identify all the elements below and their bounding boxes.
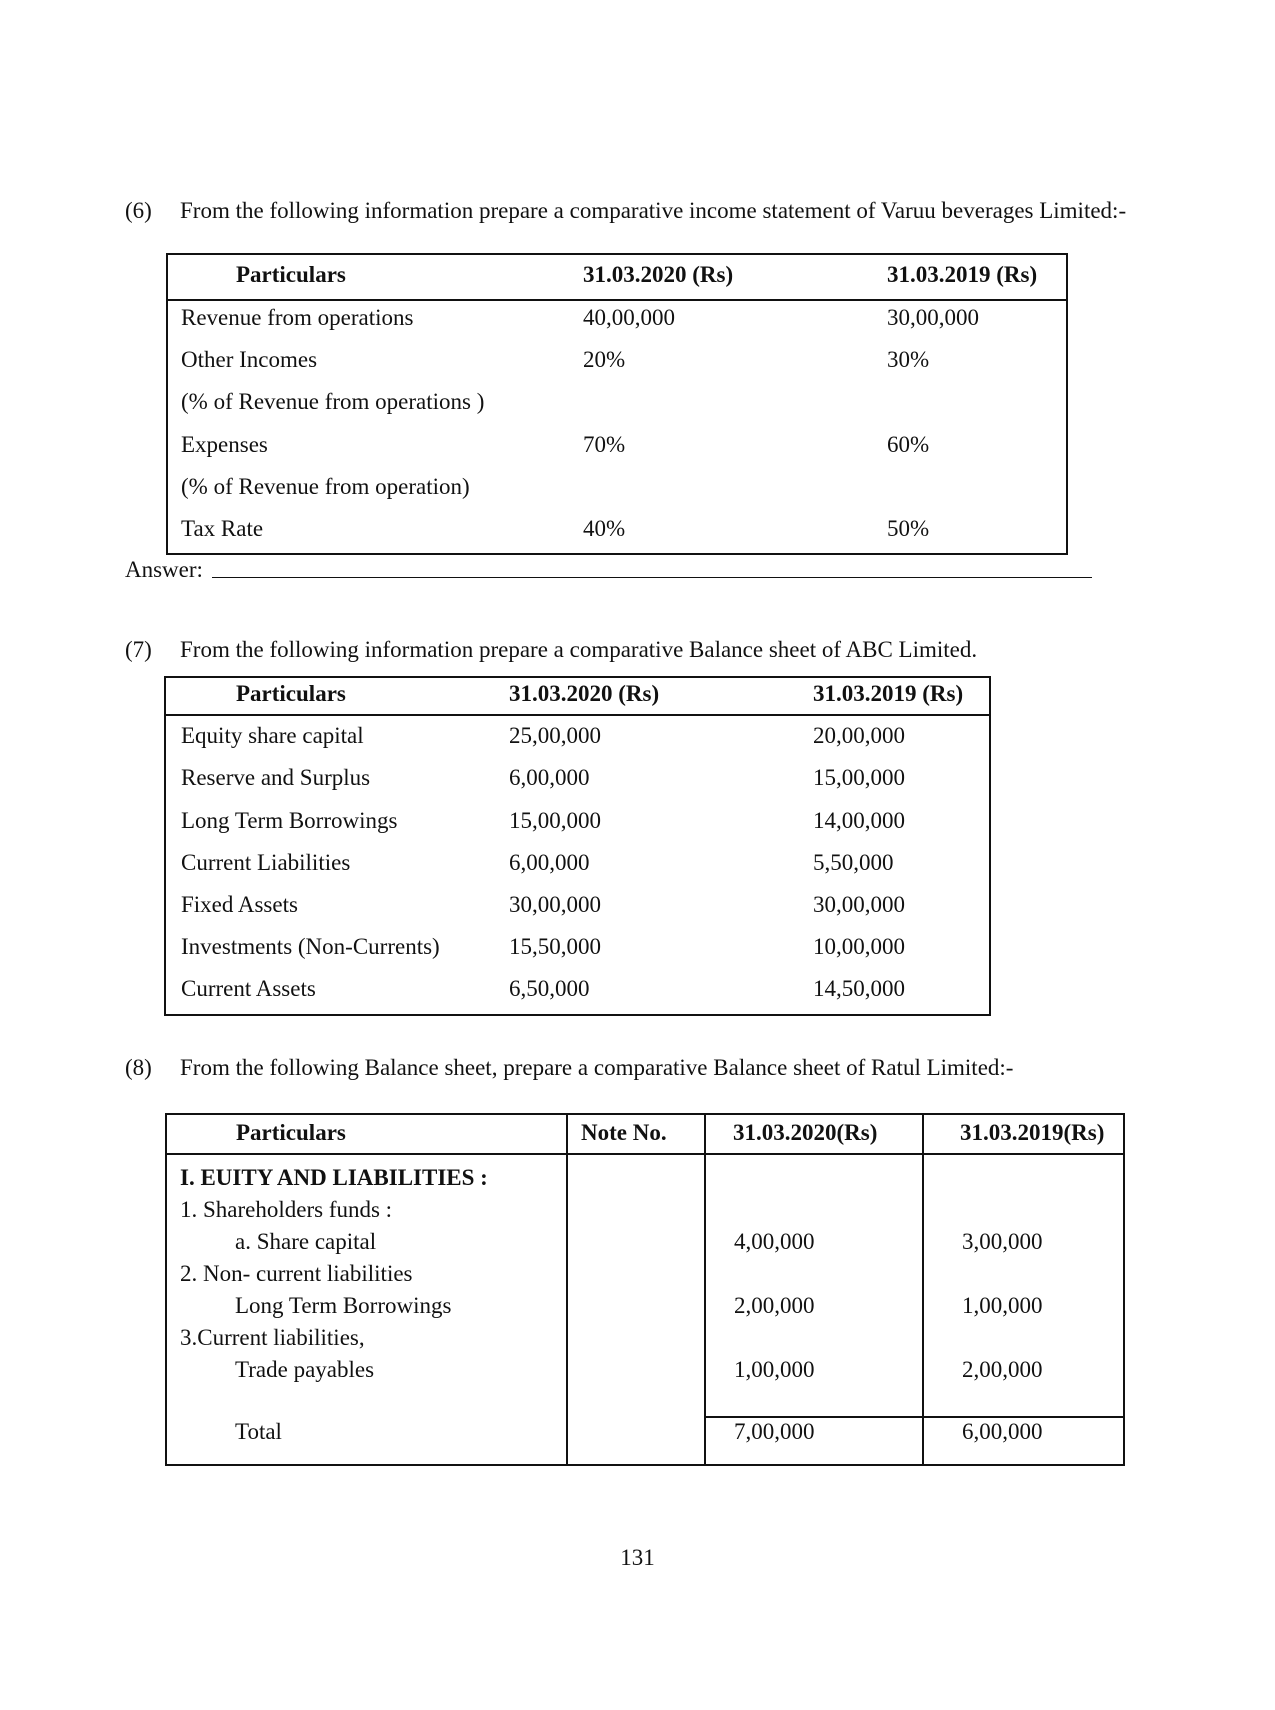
row-value-2019: 30,00,000 (813, 892, 905, 917)
row-value-2019: 20,00,000 (813, 723, 905, 748)
question-8 (125, 1055, 1013, 1081)
answer-line (125, 557, 203, 583)
header-2020: 31.03.2020 (Rs) (509, 681, 660, 706)
table-header (167, 1115, 1123, 1155)
row-label: Tax Rate (181, 516, 264, 541)
row-label: Reserve and Surplus (181, 765, 371, 790)
question-number: (7) (125, 637, 152, 662)
header-particulars: Particulars (236, 1120, 346, 1145)
table-header (166, 678, 989, 716)
header-2020: 31.03.2020(Rs) (733, 1120, 878, 1145)
row-label: Expenses (181, 432, 268, 457)
trade-payables-2020: 1,00,000 (734, 1357, 815, 1382)
row-label: (% of Revenue from operations ) (181, 389, 485, 414)
row-label: Equity share capital (181, 723, 364, 748)
line-trade-payables: Trade payables (235, 1357, 375, 1382)
total-2019: 6,00,000 (962, 1419, 1043, 1444)
header-2019: 31.03.2019 (Rs) (813, 681, 964, 706)
answer-label: Answer: (125, 557, 203, 582)
row-value-2020: 6,50,000 (509, 976, 590, 1001)
trade-payables-2019: 2,00,000 (962, 1357, 1043, 1382)
row-label: Current Assets (181, 976, 316, 1001)
header-particulars: Particulars (236, 681, 346, 706)
header-particulars: Particulars (236, 262, 346, 287)
row-value-2020: 15,50,000 (509, 934, 601, 959)
section-title: I. EUITY AND LIABILITIES : (180, 1165, 488, 1190)
row-label: Investments (Non-Currents) (181, 934, 440, 959)
line-share-capital: a. Share capital (235, 1229, 377, 1254)
share-capital-2019: 3,00,000 (962, 1229, 1043, 1254)
share-capital-2020: 4,00,000 (734, 1229, 815, 1254)
total-rule (704, 1416, 1123, 1418)
line-non-current-liabilities: 2. Non- current liabilities (180, 1261, 413, 1286)
line-shareholders-funds: 1. Shareholders funds : (180, 1197, 393, 1222)
row-value-2019: 5,50,000 (813, 850, 894, 875)
row-value-2019: 30% (887, 347, 930, 372)
income-statement-table (166, 253, 1068, 555)
row-value-2020: 30,00,000 (509, 892, 601, 917)
long-term-borrowings-2019: 1,00,000 (962, 1293, 1043, 1318)
row-label: Revenue from operations (181, 305, 414, 330)
question-number: (6) (125, 198, 152, 223)
question-7 (125, 637, 977, 663)
row-label: (% of Revenue from operation) (181, 474, 470, 499)
page-number: 131 (620, 1545, 655, 1570)
row-value-2020: 25,00,000 (509, 723, 601, 748)
line-total: Total (235, 1419, 282, 1444)
row-value-2020: 70% (583, 432, 626, 457)
table-header (168, 255, 1066, 301)
row-value-2019: 14,50,000 (813, 976, 905, 1001)
row-value-2020: 6,00,000 (509, 850, 590, 875)
row-label: Fixed Assets (181, 892, 298, 917)
row-label: Other Incomes (181, 347, 318, 372)
header-2019: 31.03.2019 (Rs) (887, 262, 1038, 287)
header-2019: 31.03.2019(Rs) (960, 1120, 1105, 1145)
question-number: (8) (125, 1055, 152, 1080)
row-value-2019: 60% (887, 432, 930, 457)
header-2020: 31.03.2020 (Rs) (583, 262, 734, 287)
row-value-2020: 20% (583, 347, 626, 372)
line-current-liabilities: 3.Current liabilities, (180, 1325, 365, 1350)
answer-rule (212, 577, 1092, 578)
row-value-2020: 40,00,000 (583, 305, 675, 330)
total-2020: 7,00,000 (734, 1419, 815, 1444)
row-value-2019: 10,00,000 (813, 934, 905, 959)
column-divider (922, 1115, 924, 1464)
header-note-no: Note No. (581, 1120, 667, 1145)
row-value-2019: 14,00,000 (813, 808, 905, 833)
question-text: From the following Balance sheet, prepare a comparative Balance sheet of Ratul Limited:- (180, 1055, 1014, 1080)
row-value-2020: 15,00,000 (509, 808, 601, 833)
question-6 (125, 198, 1126, 224)
row-value-2019: 30,00,000 (887, 305, 979, 330)
long-term-borrowings-2020: 2,00,000 (734, 1293, 815, 1318)
balance-sheet-abc-table (164, 676, 991, 1016)
line-long-term-borrowings: Long Term Borrowings (235, 1293, 452, 1318)
row-value-2019: 15,00,000 (813, 765, 905, 790)
row-value-2019: 50% (887, 516, 930, 541)
column-divider (566, 1115, 568, 1464)
balance-sheet-ratul-table (165, 1113, 1125, 1466)
row-value-2020: 6,00,000 (509, 765, 590, 790)
question-text: From the following information prepare a comparative income statement of Varuu beverages Limited:- (180, 198, 1127, 223)
column-divider (704, 1115, 706, 1464)
row-label: Long Term Borrowings (181, 808, 398, 833)
row-value-2020: 40% (583, 516, 626, 541)
question-text: From the following information prepare a comparative Balance sheet of ABC Limited. (180, 637, 978, 662)
row-label: Current Liabilities (181, 850, 351, 875)
